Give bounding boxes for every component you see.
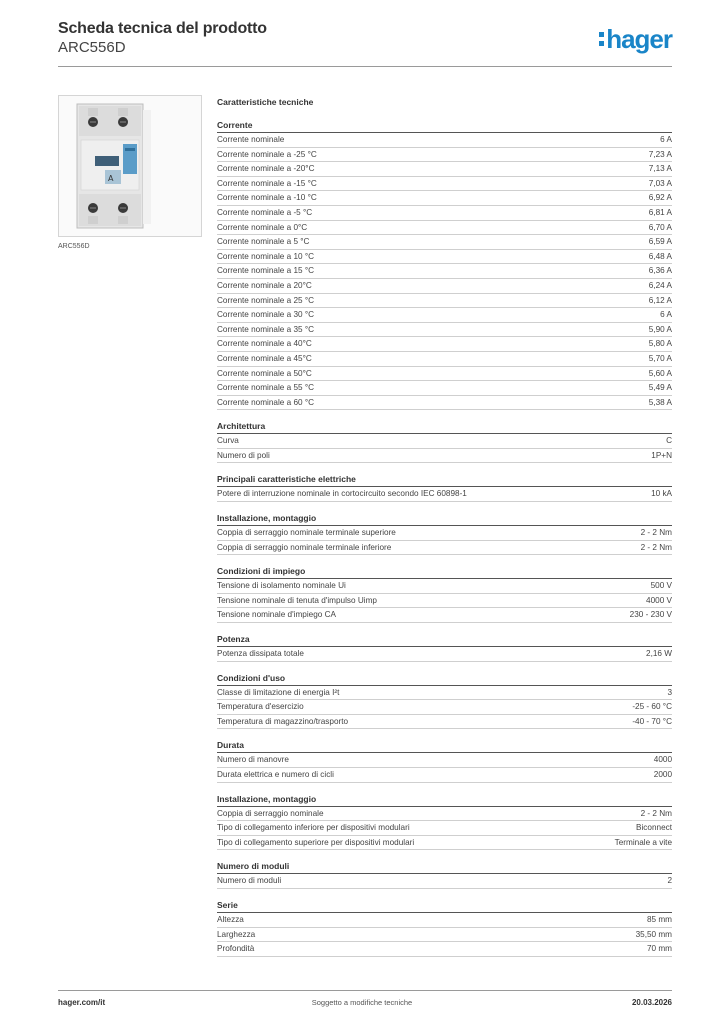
spec-label: Corrente nominale a 35 °C [217, 324, 315, 334]
spec-row [217, 352, 672, 367]
spec-value: 4000 [653, 755, 672, 765]
spec-value: 500 V [650, 581, 672, 591]
spec-value: Biconnect [636, 823, 672, 833]
spec-label: Corrente nominale a 25 °C [217, 295, 315, 305]
spec-label: Potere di interruzione nominale in cortocircuito secondo IEC 60898-1 [217, 489, 467, 499]
product-image-caption: ARC556D [58, 243, 90, 250]
spec-row [217, 337, 672, 352]
spec-value: 6 A [660, 310, 672, 320]
spec-label: Corrente nominale a 45°C [217, 353, 312, 363]
spec-value: 1P+N [651, 450, 672, 460]
spec-value: 4000 V [646, 595, 672, 605]
spec-label: Corrente nominale [217, 135, 285, 144]
footer-divider [58, 990, 672, 991]
spec-label: Corrente nominale a -10 °C [217, 193, 317, 203]
spec-row [217, 768, 672, 783]
spec-label: Tensione nominale d'impiego CA [217, 610, 336, 620]
spec-group [217, 898, 672, 957]
spec-row [217, 434, 672, 449]
spec-row [217, 942, 672, 957]
spec-value: 3 [667, 687, 672, 697]
spec-row [217, 928, 672, 943]
spec-value: 5,38 A [648, 397, 672, 407]
spec-label: Tensione di isolamento nominale Ui [217, 581, 346, 591]
spec-value: 10 kA [651, 489, 672, 499]
spec-value: 6,92 A [648, 193, 672, 203]
spec-row [217, 836, 672, 851]
spec-group [217, 419, 672, 463]
logo-text: hager [606, 24, 672, 54]
spec-row [217, 874, 672, 889]
spec-row [217, 807, 672, 822]
spec-group-title: Numero di moduli [217, 859, 672, 874]
spec-group [217, 632, 672, 662]
footer-website-link[interactable]: hager.com/it [58, 998, 106, 1007]
spec-group-title: Condizioni d'uso [217, 671, 672, 686]
spec-group [217, 671, 672, 730]
spec-row [217, 367, 672, 382]
spec-group [217, 564, 672, 623]
spec-group-title: Condizioni di impiego [217, 564, 672, 579]
spec-value: C [666, 436, 672, 446]
spec-value: 35,50 mm [635, 929, 672, 939]
spec-label: Corrente nominale a 15 °C [217, 266, 315, 276]
spec-value: 5,80 A [648, 339, 672, 349]
spec-row [217, 381, 672, 396]
spec-label: Profondità [217, 944, 255, 954]
spec-row [217, 700, 672, 715]
spec-value: 6 A [660, 135, 672, 144]
spec-label: Classe di limitazione di energia I²t [217, 687, 340, 697]
spec-label: Corrente nominale a 55 °C [217, 383, 315, 393]
spec-group [217, 118, 672, 410]
spec-value: 2 - 2 Nm [640, 528, 672, 538]
spec-label: Corrente nominale a 40°C [217, 339, 312, 349]
spec-label: Altezza [217, 914, 244, 924]
spec-row [217, 221, 672, 236]
technical-specifications [217, 95, 672, 966]
logo-colon-icon [599, 28, 605, 48]
spec-row [217, 753, 672, 768]
spec-value: 7,23 A [648, 149, 672, 159]
spec-value: 2,16 W [646, 649, 672, 659]
spec-value: 6,48 A [648, 251, 672, 261]
spec-row [217, 250, 672, 265]
spec-value: -25 - 60 °C [632, 702, 672, 712]
spec-value: 7,13 A [648, 164, 672, 174]
spec-group-title: Installazione, montaggio [217, 511, 672, 526]
spec-row [217, 913, 672, 928]
spec-row [217, 608, 672, 623]
spec-label: Tipo di collegamento superiore per dispositivi modulari [217, 837, 415, 847]
spec-label: Numero di moduli [217, 876, 282, 886]
spec-group-title: Serie [217, 898, 672, 913]
spec-value: 7,03 A [648, 178, 672, 188]
spec-value: 5,70 A [648, 353, 672, 363]
footer-date: 20.03.2026 [631, 998, 672, 1007]
spec-value: -40 - 70 °C [632, 716, 672, 726]
spec-value: 5,90 A [648, 324, 672, 334]
spec-row [217, 449, 672, 464]
spec-group [217, 511, 672, 555]
spec-row [217, 526, 672, 541]
spec-label: Corrente nominale a 20°C [217, 280, 312, 290]
spec-group [217, 792, 672, 851]
spec-label: Tipo di collegamento inferiore per dispositivi modulari [217, 823, 410, 833]
spec-row [217, 647, 672, 662]
spec-row [217, 579, 672, 594]
spec-row [217, 177, 672, 192]
spec-row [217, 264, 672, 279]
spec-label: Durata elettrica e numero di cicli [217, 770, 334, 779]
spec-value: 6,12 A [648, 295, 672, 305]
spec-value: 2 [667, 876, 672, 886]
spec-group-title: Durata [217, 738, 672, 753]
spec-row [217, 148, 672, 163]
spec-label: Corrente nominale a -15 °C [217, 178, 317, 188]
svg-text:A: A [108, 174, 114, 183]
spec-value: 230 - 230 V [629, 610, 672, 620]
spec-label: Curva [217, 436, 239, 446]
spec-row [217, 821, 672, 836]
spec-value: Terminale a vite [614, 837, 672, 847]
spec-group-title: Principali caratteristiche elettriche [217, 472, 672, 487]
spec-group-title: Corrente [217, 118, 672, 133]
spec-label: Coppia di serraggio nominale [217, 808, 324, 818]
spec-row [217, 279, 672, 294]
spec-value: 6,59 A [648, 237, 672, 247]
spec-label: Corrente nominale a 50°C [217, 368, 312, 378]
spec-value: 6,36 A [648, 266, 672, 276]
spec-value: 6,70 A [648, 222, 672, 232]
spec-value: 6,24 A [648, 280, 672, 290]
spec-value: 2000 [653, 770, 672, 779]
spec-label: Potenza dissipata totale [217, 649, 304, 659]
spec-label: Corrente nominale a 5 °C [217, 237, 310, 247]
spec-row [217, 162, 672, 177]
spec-row [217, 686, 672, 701]
spec-row [217, 594, 672, 609]
spec-group-title: Potenza [217, 632, 672, 647]
spec-label: Corrente nominale a -5 °C [217, 207, 313, 217]
product-code: ARC556D [58, 39, 126, 56]
spec-value: 2 - 2 Nm [640, 808, 672, 818]
spec-row [217, 308, 672, 323]
spec-group [217, 472, 672, 502]
spec-label: Corrente nominale a -20°C [217, 164, 315, 174]
spec-row [217, 235, 672, 250]
spec-group-title: Architettura [217, 419, 672, 434]
spec-label: Corrente nominale a 0°C [217, 222, 308, 232]
spec-label: Tensione nominale di tenuta d'impulso Uimp [217, 595, 377, 605]
spec-row [217, 487, 672, 502]
spec-label: Corrente nominale a -25 °C [217, 149, 317, 159]
spec-label: Larghezza [217, 929, 256, 939]
spec-row [217, 541, 672, 556]
header-divider [58, 66, 672, 67]
spec-label: Temperatura d'esercizio [217, 702, 304, 712]
spec-label: Temperatura di magazzino/trasporto [217, 716, 349, 726]
spec-label: Coppia di serraggio nominale terminale superiore [217, 528, 396, 538]
spec-label: Numero di manovre [217, 755, 289, 765]
product-image [58, 95, 202, 237]
spec-row [217, 323, 672, 338]
spec-row [217, 191, 672, 206]
spec-value: 2 - 2 Nm [640, 542, 672, 552]
spec-label: Corrente nominale a 60 °C [217, 397, 315, 407]
spec-label: Numero di poli [217, 450, 270, 460]
circuit-breaker-illustration [59, 96, 201, 236]
spec-value: 85 mm [646, 914, 672, 924]
spec-row [217, 294, 672, 309]
spec-value: 6,81 A [648, 207, 672, 217]
spec-label: Corrente nominale a 30 °C [217, 310, 315, 320]
hager-logo [599, 26, 672, 52]
spec-value: 5,60 A [648, 368, 672, 378]
spec-value: 5,49 A [648, 383, 672, 393]
spec-value: 70 mm [646, 944, 672, 954]
spec-groups [217, 118, 672, 957]
footer-notice: Soggetto a modifiche tecniche [311, 998, 413, 1007]
spec-group-title: Installazione, montaggio [217, 792, 672, 807]
spec-group [217, 859, 672, 889]
spec-row [217, 206, 672, 221]
spec-group [217, 738, 672, 782]
spec-label: Corrente nominale a 10 °C [217, 251, 315, 261]
spec-row [217, 396, 672, 411]
spec-row [217, 715, 672, 730]
specs-title: Caratteristiche tecniche [217, 97, 314, 107]
page-title: Scheda tecnica del prodotto [58, 20, 267, 37]
spec-row [217, 133, 672, 148]
spec-label: Coppia di serraggio nominale terminale inferiore [217, 542, 392, 552]
